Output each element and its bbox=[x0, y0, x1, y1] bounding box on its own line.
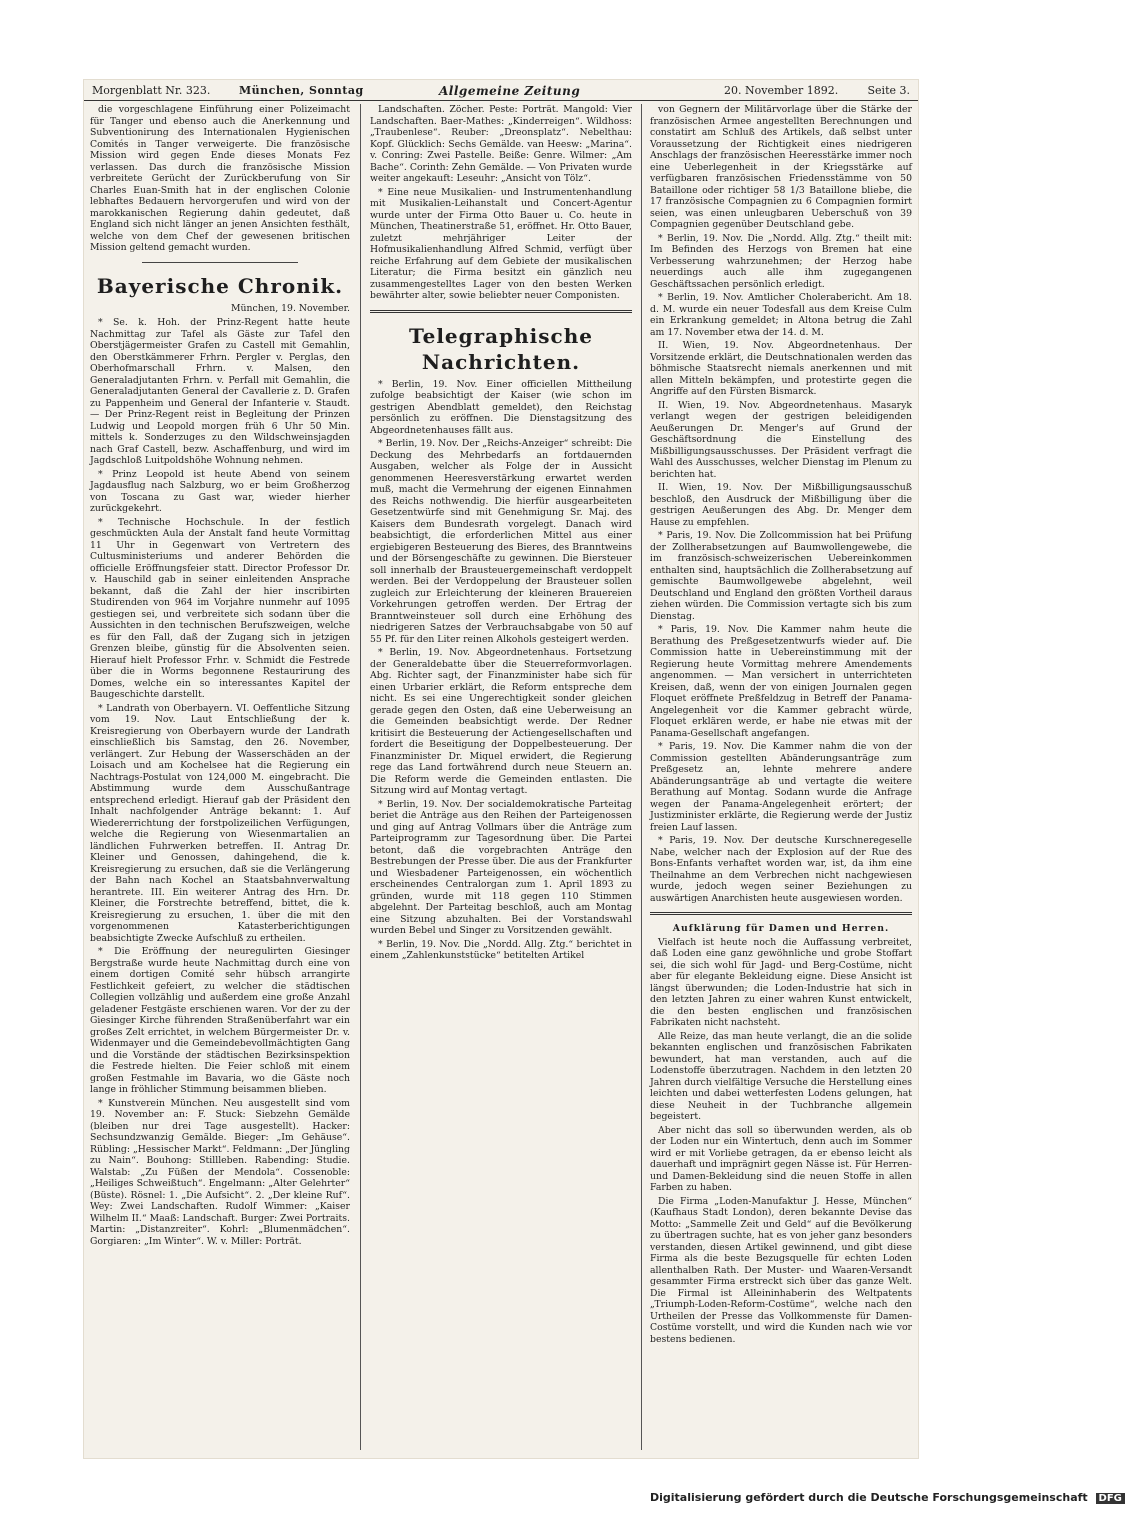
advertisement-paragraph: Vielfach ist heute noch die Auffassung verbreitet, daß Loden eine ganz gewöhnliche und grobe Stoffart sei, die sich wohl für Jagd- und Berg-Costüme, nicht aber für elegante Bekleidung eigne. Diese Ansicht ist längst überwunden; die Loden-Industrie hat sich in den letzten Jahren zu einer wahren Kunst entwickelt, die den besten englischen und französischen Fabrikaten nicht nachsteht. bbox=[650, 936, 912, 1028]
dfg-logo: DFG bbox=[1096, 1493, 1125, 1504]
article-paragraph: * Berlin, 19. Nov. Die „Nordd. Allg. Ztg.“ theilt mit: Im Befinden des Herzogs von Bremen hat eine Verbesserung wahrzunehmen; der Herzog habe neuerdings auch alle ihm zugegangenen Geschäftssachen persönlich erledigt. bbox=[650, 232, 912, 290]
section-title-telegraphische-nachrichten: Telegraphische Nachrichten. bbox=[409, 323, 593, 374]
divider bbox=[370, 310, 632, 313]
article-paragraph: die vorgeschlagene Einführung einer Polizeimacht für Tanger und ebenso auch die Anerkennung und Subventionirung des Internationalen Hygienischen Comités in Tanger verweigerte. Die französische Mission wird gegen Ende dieses Monats Fez verlassen. Das durch die französische Mission verbreitete Gerücht der Zurückberufung von Sir Charles Euan-Smith hat in der englischen Colonie lebhaftes Bedauern hervorgerufen und wird von der marokkanischen Regierung dahin gedeutet, daß England sich nicht länger an jenen Ansichten festhält, welche von dem Chef der gewesenen britischen Mission geltend gemacht wurden. bbox=[90, 104, 350, 253]
article-paragraph: * Berlin, 19. Nov. Abgeordnetenhaus. Fortsetzung der Generaldebatte über die Steuerreformvorlagen. Abg. Richter sagt, der Finanzminister habe sich für einen Urbarier erklärt, die Reform entspreche dem nicht. Es sei eine Ungerechtigkeit sonder gleichen gerade gegen den Osten, daß eine Ueberweisung an die Gemeinden beabsichtigt werde. Der Redner kritisirt die Besteuerung der Actiengesellschaften und fordert die Beseitigung der Doppelbesteuerung. Der Finanzminister Dr. Miquel erwidert, die Regierung rege das Land fortwährend durch neue Steuern an. Die Reform werde die Gemeinden entlasten. Die Sitzung wird auf Montag vertagt. bbox=[370, 647, 632, 796]
advertisement-title: Aufklärung für Damen und Herren. bbox=[672, 923, 890, 934]
page-number: Seite 3. bbox=[867, 84, 910, 97]
article-paragraph: * Berlin, 19. Nov. Einer officiellen Mittheilung zufolge beabsichtigt der Kaiser (wie schon im gestrigen Abendblatt gemeldet), den Reichstag persönlich zu eröffnen. Die Dienstagsitzung des Abgeordnetenhauses fällt aus. bbox=[370, 378, 632, 436]
issue-number: Morgenblatt Nr. 323. bbox=[92, 84, 211, 97]
column-2 bbox=[370, 104, 632, 1452]
advertisement-paragraph: Die Firma „Loden-Manufaktur J. Hesse, München“ (Kaufhaus Stadt London), deren bekannte Devise das Motto: „Sammelle Zeit und Geld“ auf die Bevölkerung zu übertragen suchte, hat es von jeher ganz besonders verstanden, diesen Artikel gewinnend, und gibt diese Firma als die beste Bezugsquelle für echten Loden allenthalben Rath. Der Muster- und Waaren-Versandt gesammter Firma erstreckt sich über das ganze Welt. Die Firmal ist Alleininhaberin des Weltpatents „Triumph-Loden-Reform-Costüme“, welche nach den Urtheilen der Presse das Vollkommenste für Damen-Costüme vorstellt, und wird die Kunden nach wie vor bestens bedienen. bbox=[650, 1195, 912, 1345]
newspaper-title: Allgemeine Zeitung bbox=[439, 84, 581, 98]
article-paragraph: * Paris, 19. Nov. Die Kammer nahm die von der Commission gestellten Abänderungsanträge zum Preßgesetz an, lehnte mehrere andere Abänderungsanträge ab und vertagte die weitere Berathung auf Montag. Sodann wurde die Anfrage wegen der Panama-Angelegenheit erörtert; der Justizminister erklärte, die Regierung werde der Justiz freien Lauf lassen. bbox=[650, 741, 912, 833]
article-paragraph: * Prinz Leopold ist heute Abend von seinem Jagdausflug nach Salzburg, wo er beim Großherzog von Toscana zu Gast war, wieder hierher zurückgekehrt. bbox=[90, 468, 350, 514]
article-paragraph: II. Wien, 19. Nov. Der Mißbilligungsausschuß beschloß, den Ausdruck der Mißbilligung über die gestrigen Aeußerungen des Abg. Dr. Menger dem Hause zu empfehlen. bbox=[650, 482, 912, 528]
article-paragraph: * Paris, 19. Nov. Die Zollcommission hat bei Prüfung der Zollherabsetzungen auf Baumwollengewebe, die im französisch-schweizerischen Uebereinkommen enthalten sind, hauptsächlich die Zollherabsetzung auf gemischte Baumwollgewebe abgelehnt, weil Deutschland und England den größten Vortheil daraus ziehen würden. Die Commission vertagte sich bis zum Dienstag. bbox=[650, 530, 912, 622]
divider bbox=[650, 912, 912, 915]
article-paragraph: * Berlin, 19. Nov. Die „Nordd. Allg. Ztg.“ berichtet in einem „Zahlenkunststücke“ betitelten Artikel bbox=[370, 938, 632, 961]
article-paragraph: * Se. k. Hoh. der Prinz-Regent hatte heute Nachmittag zur Tafel als Gäste zur Tafel den Oberstjägermeister Grafen zu Castell mit Gemahlin, den Oberstkämmerer Frhrn. Pergler v. Perglas, den Oberhofmarschall Frhrn. v. Malsen, den Generaladjutanten Frhrn. v. Perfall mit Gemahlin, die Generaladjutanten General der Cavallerie z. D. Grafen zu Pappenheim und General der Infanterie v. Staudt. — Der Prinz-Regent reist in Begleitung der Prinzen Ludwig und Leopold morgen früh 6 Uhr 50 Min. mittels k. Sonderzuges zu den Wildschweinsjagden nach Graf Castell, bezw. Aschaffenburg, und wird im Jagdschloß Luitpoldshöhe Wohnung nehmen. bbox=[90, 317, 350, 466]
article-paragraph: II. Wien, 19. Nov. Abgeordnetenhaus. Der Vorsitzende erklärt, die Deutschnationalen werden das böhmische Staatsrecht niemals anerkennen und mit allen Mitteln bekämpfen, und protestirte gegen die Angriffe auf den Fürsten Bismarck. bbox=[650, 340, 912, 397]
newspaper-page bbox=[84, 80, 918, 1458]
advertisement-paragraph: Alle Reize, das man heute verlangt, die an die solide bekannten englischen und französischen Fabrikaten bewundert, hat man verstanden, auch auf die Lodenstoffe überzutragen. Nachdem in den letzten 20 Jahren durch vielfältige Versuche die Herstellung eines leichten und dabei wetterfesten Lodens gelungen, hat diese Neuheit in der Tuchbranche allgemein begeistert. bbox=[650, 1030, 912, 1122]
article-paragraph: * Berlin, 19. Nov. Amtlicher Cholerabericht. Am 18. d. M. wurde ein neuer Todesfall aus dem Kreise Culm ein Erkrankung gemeldet; in Altona betrug die Zahl am 17. November etwa der 14. d. M. bbox=[650, 292, 912, 338]
dateline: München, 19. November. bbox=[231, 302, 350, 314]
article-paragraph: * Berlin, 19. Nov. Der socialdemokratische Parteitag beriet die Anträge aus den Reihen der Parteigenossen und ging auf Antrag Vollmars über die Anträge zum Parteiprogramm zur Tagesordnung über. Die Partei betont, daß die vorgebrachten Anträge den Bestrebungen der Presse über. Die aus der Frankfurter und Wiesbadener Parteigenossen, ein wöchentlich erscheinendes Centralorgan zum 1. April 1893 zu gründen, wurde mit 118 gegen 110 Stimmen abgelehnt. Der Parteitag beschloß, auch am Montag eine Sitzung abzuhalten. Bei der Vorstandswahl wurden Bebel und Singer zu Vorsitzenden gewählt. bbox=[370, 798, 632, 936]
article-paragraph: II. Wien, 19. Nov. Abgeordnetenhaus. Masaryk verlangt wegen der gestrigen beleidigenden Aeußerungen Dr. Menger's auf Grund der Geschäftsordnung die Einstellung des Mißbilligungsausschusses. Der Präsident verfragt die Wahl des Ausschusses, welcher Dienstag im Plenum zu berichten hat. bbox=[650, 399, 912, 480]
column-divider bbox=[641, 104, 642, 1450]
column-3 bbox=[650, 104, 912, 1452]
article-paragraph: * Die Eröffnung der neuregulirten Giesinger Bergstraße wurde heute Nachmittag durch eine von einem dortigen Comité sehr hübsch arrangirte Festlichkeit gefeiert, zu welcher die städtischen Collegien vollzählig und außerdem eine große Anzahl geladener Festgäste erschienen waren. Vor der zu der Giesinger Kirche führenden Straßenüberfahrt war ein großes Zelt errichtet, in welchem Bürgermeister Dr. v. Widenmayer und die Gemeindebevollmächtigten Gang und die Vorstände der städtischen Bezirksinspektion die Festrede hielten. Die Feier schloß mit einem großen Festmahle im Bavaria, wo die Gäste noch lange in fröhlicher Stimmung beisammen blieben. bbox=[90, 946, 350, 1095]
column-1 bbox=[90, 104, 350, 1452]
article-paragraph: * Landrath von Oberbayern. VI. Oeffentliche Sitzung vom 19. Nov. Laut Entschließung der k. Kreisregierung von Oberbayern wurde der Landrath einschließlich bis Samstag, den 26. November, verlängert. Zur Hebung der Wasserschäden an der Loisach und am Kochelsee hat die Regierung ein Nachtrags-Postulat von 124,000 M. eingebracht. Die Abstimmung wurde dem Ausschußantrage entsprechend erledigt. Hierauf gab der Präsident den Inhalt nachfolgender Anträge bekannt: 1. Auf Wiedererrichtung der forstpolizeilichen Verfügungen, welche die Regierung von Wiesenmartalien an ländlichen Fuhrwerken betreffen. II. Antrag Dr. Kleiner und Genossen, dahingehend, die k. Kreisregierung zu ersuchen, daß sie die Verlängerung der Bahn nach Kochel an Staatsbahnverwaltung herantrete. III. Ein weiterer Antrag des Hrn. Dr. Kleiner, die Forstrechte betreffend, bittet, die k. Kreisregierung zu ersuchen, 1. über die mit den vorgenommenen Katasterberichtigungen beabsichtigte Zwecke Aufschluß zu ertheilen. bbox=[90, 702, 350, 944]
divider bbox=[142, 262, 298, 263]
advertisement-paragraph: Aber nicht das soll so überwunden werden, als ob der Loden nur ein Wintertuch, denn auch im Sommer wird er mit Vorliebe getragen, da er ebenso leicht als dauerhaft und imprägnirt gegen Nässe ist. Für Herren- und Damen-Bekleidung sind die neuen Stoffe in allen Farben zu haben. bbox=[650, 1124, 912, 1193]
digitization-credit bbox=[650, 1491, 1125, 1504]
place-day: München, Sonntag bbox=[239, 84, 364, 97]
article-paragraph: Landschaften. Zöcher. Peste: Porträt. Mangold: Vier Landschaften. Baer-Mathes: „Kinderreigen“. Wildhoss: „Traubenlese“. Reuber: „Dreonsplatz“. Nebelthau: Kopf. Glücklich: Sechs Gemälde. van Heesw: „Marina“. v. Conring: Zwei Pastelle. Beiße: Genre. Wilmer: „Am Bache“. Corinth: Zehn Gemälde. — Von Privaten wurde weiter angekauft: Leseuhr: „Ansicht von Tölz“. bbox=[370, 104, 632, 184]
article-paragraph: * Technische Hochschule. In der festlich geschmückten Aula der Anstalt fand heute Vormittag 11 Uhr in Gegenwart von Vertretern des Cultusministeriums und anderer Behörden die officielle Eröffnungsfeier statt. Director Professor Dr. v. Hauschild gab in seiner einleitenden Ansprache bekannt, daß die Zahl der hier inscribirten Studirenden von 964 im Vorjahre nunmehr auf 1095 gestiegen sei, und verbreitete sich sodann über die Aussichten in den technischen Berufszweigen, welche es für den Fall, daß der Zugang sich in jetzigen Grenzen bleibe, günstig für die Absolventen seien. Hierauf hielt Professor Frhr. v. Schmidt die Festrede über die in Worms begonnene Restaurirung des Domes, welche ein so interessantes Kapitel der Baugeschichte darstellt. bbox=[90, 516, 350, 700]
issue-date: 20. November 1892. bbox=[724, 84, 839, 97]
credit-text: Digitalisierung gefördert durch die Deutsche Forschungsgemeinschaft bbox=[650, 1491, 1088, 1504]
section-title-bayerische-chronik: Bayerische Chronik. bbox=[96, 273, 344, 298]
article-paragraph: * Paris, 19. Nov. Die Kammer nahm heute die Berathung des Preßgesetzentwurfs wieder auf. Die Commission hatte in Uebereinstimmung mit der Regierung heute Vormittag mehrere Amendements angenommen. — Man versichert in unterrichteten Kreisen, daß, wenn der von einigen Journalen gegen Floquet eröffnete Preßfeldzug in Betreff der Panama-Angelegenheit vor die Kammer gebracht würde, Floquet erklären werde, er habe nie etwas mit der Panama-Gesellschaft angefangen. bbox=[650, 624, 912, 739]
article-paragraph: * Berlin, 19. Nov. Der „Reichs-Anzeiger“ schreibt: Die Deckung des Mehrbedarfs an fortdauernden Ausgaben, welcher als Folge der in Aussicht genommenen Heeresverstärkung erwartet werden muß, macht die Vermehrung der eigenen Einnahmen des Reichs nothwendig. Die hierfür ausgearbeiteten Gesetzentwürfe sind mit Genehmigung Sr. Maj. des Kaisers dem Bundesrath vorgelegt. Danach wird beabsichtigt, die erforderlichen Mittel aus einer ergiebigeren Besteuerung des Bieres, des Branntweins und der Börsengeschäfte zu gewinnen. Die Biersteuer soll innerhalb der Brausteuergemeinschaft verdoppelt werden. Bei der Verdoppelung der Brausteuer sollen zugleich zur Erleichterung der kleineren Brauereien Vorkehrungen getroffen werden. Der Ertrag der Branntweinsteuer soll durch eine Erhöhung des niedrigeren Satzes der Verbrauchsabgabe von 50 auf 55 Pf. für den Liter reinen Alkohols gesteigert werden. bbox=[370, 438, 632, 645]
article-paragraph: * Eine neue Musikalien- und Instrumentenhandlung mit Musikalien-Leihanstalt und Concert-Agentur wurde unter der Firma Otto Bauer u. Co. heute in München, Theatinerstraße 51, eröffnet. Hr. Otto Bauer, zuletzt mehrjähriger Leiter der Hofmusikalienhandlung Alfred Schmid, verfügt über reiche Erfahrung auf dem Gebiete der musikalischen Literatur; die Firma besitzt ein gänzlich neu zusammengestelltes Lager von den besten Werken bewährter alter, sowie beliebter neuer Componisten. bbox=[370, 186, 632, 301]
article-paragraph: * Paris, 19. Nov. Der deutsche Kurschneregeselle Nabe, welcher nach der Explosion auf der Rue des Bons-Enfants verhaftet worden war, ist, da ihm eine Theilnahme an dem Verbrechen nicht nachgewiesen wurde, jedoch wegen seiner Beziehungen zu auswärtigen Anarchisten heute ausgewiesen worden. bbox=[650, 835, 912, 904]
column-divider bbox=[360, 104, 361, 1450]
page-header bbox=[84, 80, 918, 101]
article-paragraph: von Gegnern der Militärvorlage über die Stärke der französischen Armee angestellten Berechnungen und constatirt am Schluß des Artikels, daß selbst unter Voraussetzung der Richtigkeit eines niedrigeren Anschlags der französischen Heeresstärke immer noch eine Ueberlegenheit in der Kriegsstärke auf verfügbaren französischen Friedensstämme von 50 Bataillone oder richtiger 58 1/3 Bataillone bliebe, die 17 französische Compagnien zu 6 Compagnien formirt seien, was einen unleugbaren Ueberschuß von 39 Compagnien gegenüber Deutschland gebe. bbox=[650, 104, 912, 230]
article-paragraph: * Kunstverein München. Neu ausgestellt sind vom 19. November an: F. Stuck: Siebzehn Gemälde (bleiben nur drei Tage ausgestellt). Hacker: Sechsundzwanzig Gemälde. Bieger: „Im Gehäuse“. Rübling: „Hessischer Markt“. Feldmann: „Der Jüngling zu Nain“. Bouhong: Stillleben. Rabending: Studie. Walstab: „Zu Füßen der Mendola“. Cossenoble: „Heiliges Schweißtuch“. Engelmann: „Alter Gelehrter“ (Büste). Rösnel: 1. „Die Aufsicht“. 2. „Der kleine Ruf“. Wey: Zwei Landschaften. Rudolf Wimmer: „Kaiser Wilhelm II.“ Maaß: Landschaft. Burger: Zwei Portraits. Martin: „Distanzreiter“. Kohrl: „Blumenmädchen“. Gorgiaren: „Im Winter“. W. v. Miller: Porträt. bbox=[90, 1097, 350, 1247]
